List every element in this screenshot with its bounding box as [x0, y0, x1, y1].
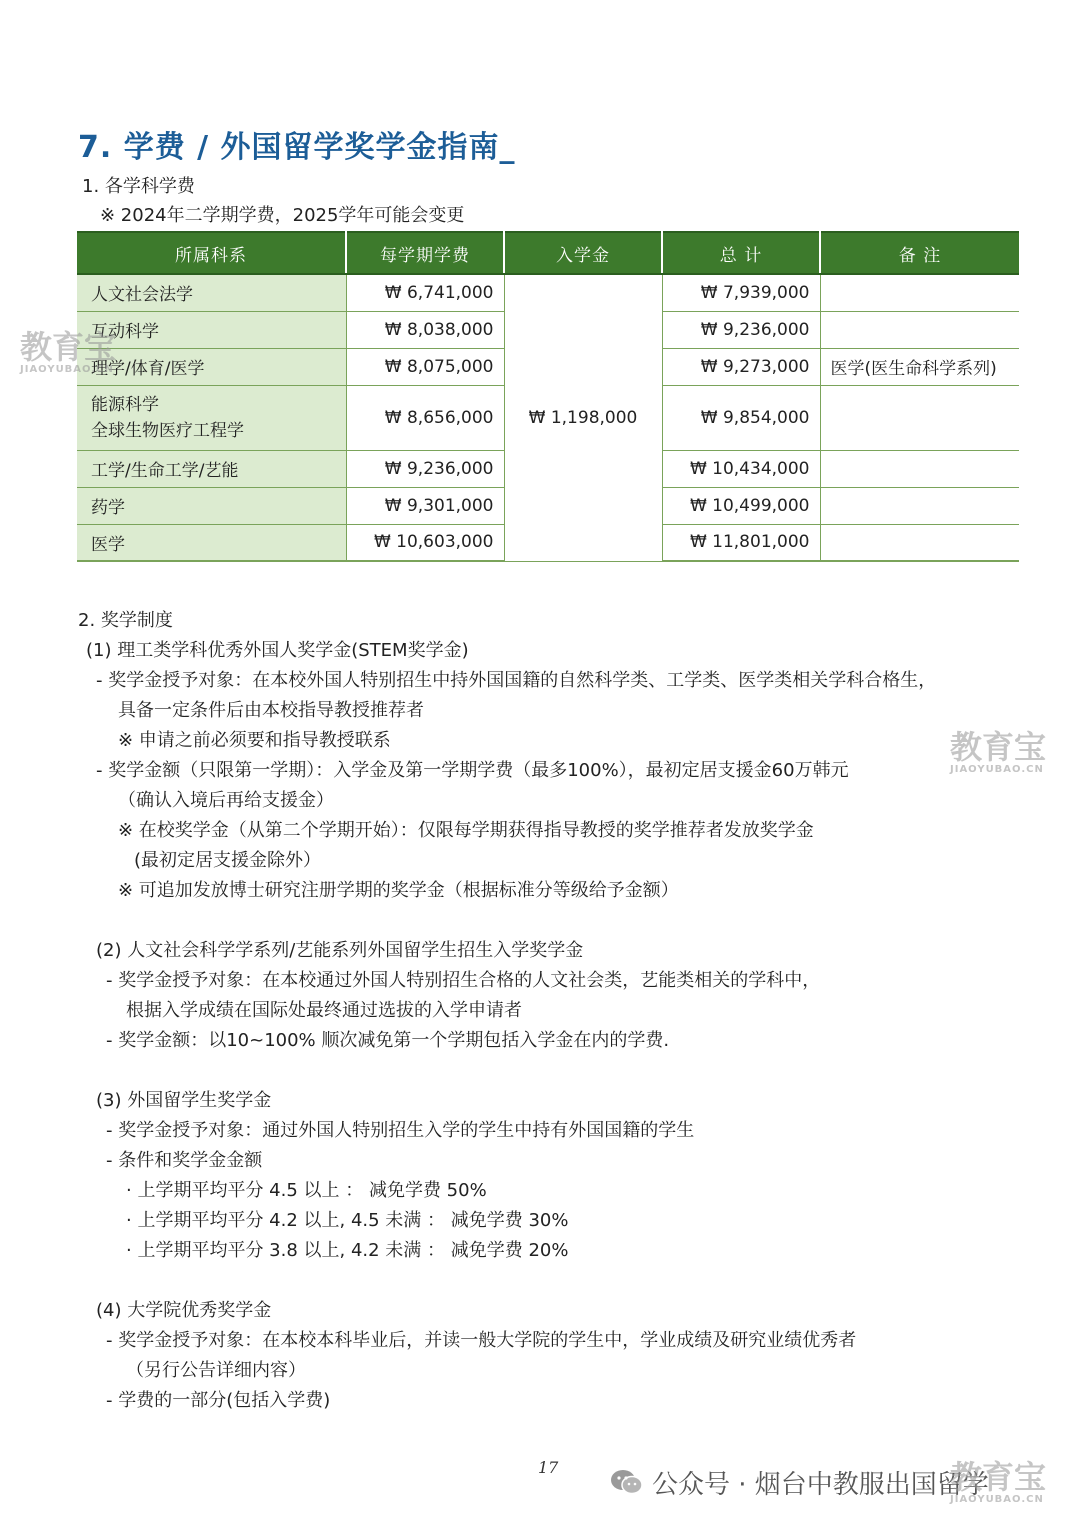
- total-cell: ₩ 9,273,000: [662, 348, 820, 385]
- department-cell: 药学: [77, 487, 346, 524]
- tuition-cell: ₩ 6,741,000: [346, 274, 504, 311]
- header-department: 所属科系: [77, 232, 346, 274]
- scholarship-line: - 奖学金额（只限第一学期）：入学金及第一学期学费（最多100%），最初定居支援金60万韩元: [96, 760, 849, 781]
- scholarship-line: （确认入境后再给支援金）: [118, 790, 334, 811]
- gpa-condition: · 上学期平均平分 3.8 以上, 4.2 未满 ： 减免学费 20%: [126, 1240, 569, 1261]
- tuition-cell: ₩ 10,603,000: [346, 524, 504, 561]
- watermark-text: 教育宝: [20, 328, 117, 366]
- watermark-sub: JIAOYUBAO.CN: [950, 1494, 1044, 1505]
- page-title: 7. 学费 / 外国留学奖学金指南_: [78, 130, 516, 165]
- scholarship-line: 具备一定条件后由本校指导教授推荐者: [118, 700, 424, 721]
- scholarship-line: - 奖学金授予对象：在本校通过外国人特别招生合格的人文社会类，艺能类相关的学科中，: [106, 970, 821, 991]
- remark-cell: [820, 274, 1019, 311]
- remark-cell: [820, 311, 1019, 348]
- remark-cell: [820, 487, 1019, 524]
- tuition-cell: ₩ 8,656,000: [346, 385, 504, 450]
- scholarship-line: - 学费的一部分(包括入学费): [106, 1390, 331, 1411]
- watermark-sub: JIAOYUBAO.CN: [20, 364, 114, 375]
- tuition-note: ※ 2024年二学期学费，2025学年可能会变更: [100, 205, 465, 226]
- scholarship-line: （另行公告详细内容）: [126, 1360, 306, 1381]
- department-line: 能源科学: [91, 394, 159, 415]
- watermark-text: 教育宝: [950, 1458, 1047, 1496]
- watermark-sub: JIAOYUBAO.CN: [950, 764, 1044, 775]
- total-cell: ₩ 7,939,000: [662, 274, 820, 311]
- department-cell: 医学: [77, 524, 346, 561]
- department-cell: 工学/生命工学/艺能: [77, 450, 346, 487]
- department-cell: 人文社会法学: [77, 274, 346, 311]
- total-cell: ₩ 10,499,000: [662, 487, 820, 524]
- department-cell: 互动科学: [77, 311, 346, 348]
- watermark-text: 教育宝: [950, 728, 1047, 766]
- scholarship-line: - 条件和奖学金金额: [106, 1150, 263, 1171]
- tuition-cell: ₩ 9,236,000: [346, 450, 504, 487]
- tuition-cell: ₩ 8,038,000: [346, 311, 504, 348]
- scholarship-4-title: (4) 大学院优秀奖学金: [96, 1300, 272, 1321]
- header-total: 总 计: [662, 232, 820, 274]
- scholarship-note: ※ 可追加发放博士研究注册学期的奖学金（根据标准分等级给予金额）: [118, 880, 679, 901]
- table-header-row: [77, 232, 1019, 274]
- scholarship-3-title: (3) 外国留学生奖学金: [96, 1090, 272, 1111]
- wechat-icon: [610, 1468, 644, 1496]
- section-heading-tuition: 1. 各学科学费: [82, 176, 195, 197]
- remark-cell: [820, 385, 1019, 450]
- entrance-fee-cell: ₩ 1,198,000: [504, 274, 662, 561]
- watermark-logo: [20, 330, 116, 375]
- remark-cell: [820, 450, 1019, 487]
- scholarship-line: 根据入学成绩在国际处最终通过选拔的入学申请者: [126, 1000, 522, 1021]
- scholarship-note: ※ 在校奖学金（从第二个学期开始）：仅限每学期获得指导教授的奖学推荐者发放奖学金: [118, 820, 814, 841]
- watermark-logo: [950, 730, 1046, 775]
- watermark-logo: [950, 1460, 1046, 1505]
- department-cell: [77, 385, 346, 450]
- tuition-cell: ₩ 9,301,000: [346, 487, 504, 524]
- scholarship-line: - 奖学金授予对象：通过外国人特别招生入学的学生中持有外国国籍的学生: [106, 1120, 695, 1141]
- scholarship-line: - 奖学金额：以10~100% 顺次减免第一个学期包括入学金在内的学费.: [106, 1030, 670, 1051]
- tuition-cell: ₩ 8,075,000: [346, 348, 504, 385]
- header-remark: 备 注: [820, 232, 1019, 274]
- gpa-condition: · 上学期平均平分 4.5 以上 ： 减免学费 50%: [126, 1180, 487, 1201]
- gpa-condition: · 上学期平均平分 4.2 以上, 4.5 未满 ： 减免学费 30%: [126, 1210, 569, 1231]
- scholarship-line: (最初定居支援金除外）: [134, 850, 322, 871]
- section-heading-scholarship: 2. 奖学制度: [78, 610, 173, 631]
- scholarship-1-title: (1) 理工类学科优秀外国人奖学金(STEM奖学金): [86, 640, 469, 661]
- tuition-table: [77, 231, 1019, 562]
- department-line: 全球生物医疗工程学: [91, 420, 244, 441]
- total-cell: ₩ 9,236,000: [662, 311, 820, 348]
- scholarship-note: ※ 申请之前必须要和指导教授联系: [118, 730, 391, 751]
- scholarship-2-title: (2) 人文社会科学学系列/艺能系列外国留学生招生入学奖学金: [96, 940, 584, 961]
- remark-cell: [820, 524, 1019, 561]
- header-tuition: 每学期学费: [346, 232, 504, 274]
- footer-account-label: 公众号 · 烟台中教服出国留学: [652, 1470, 989, 1500]
- scholarship-line: - 奖学金授予对象：在本校外国人特别招生中持外国国籍的自然科学类、工学类、医学类相关学科合格生，: [96, 670, 937, 691]
- remark-cell: 医学(医生命科学系列): [820, 348, 1019, 385]
- total-cell: ₩ 11,801,000: [662, 524, 820, 561]
- table-row: [77, 274, 1019, 311]
- total-cell: ₩ 10,434,000: [662, 450, 820, 487]
- header-entrance-fee: 入学金: [504, 232, 662, 274]
- page-number: 17: [538, 1458, 559, 1477]
- scholarship-line: - 奖学金授予对象：在本校本科毕业后，并读一般大学院的学生中，学业成绩及研究业绩优秀者: [106, 1330, 857, 1351]
- total-cell: ₩ 9,854,000: [662, 385, 820, 450]
- department-cell: 理学/体育/医学: [77, 348, 346, 385]
